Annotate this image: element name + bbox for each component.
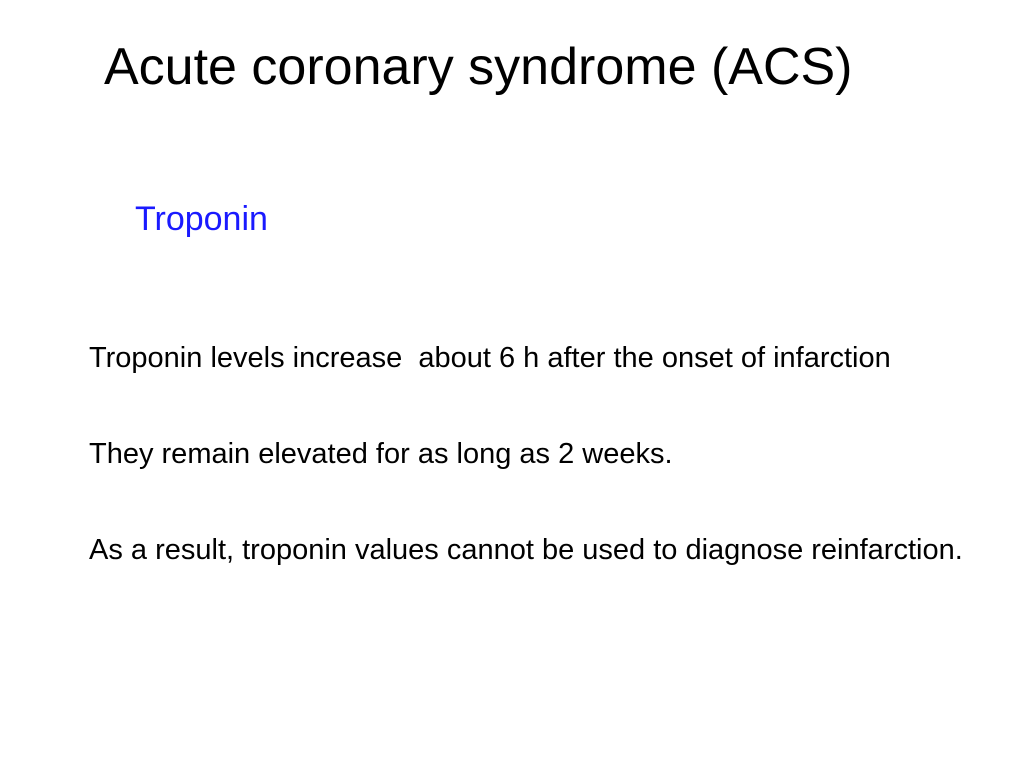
body-paragraph-onset: Troponin levels increase about 6 h after the onset of infarction [89, 342, 891, 374]
slide-body [89, 334, 999, 574]
body-paragraph-conclusion: As a result, troponin values cannot be used to diagnose reinfarction. [89, 534, 963, 566]
slide-title: Acute coronary syndrome (ACS) [104, 38, 853, 96]
slide-subtitle: Troponin [135, 200, 268, 238]
body-paragraph-duration: They remain elevated for as long as 2 weeks. [89, 438, 673, 470]
